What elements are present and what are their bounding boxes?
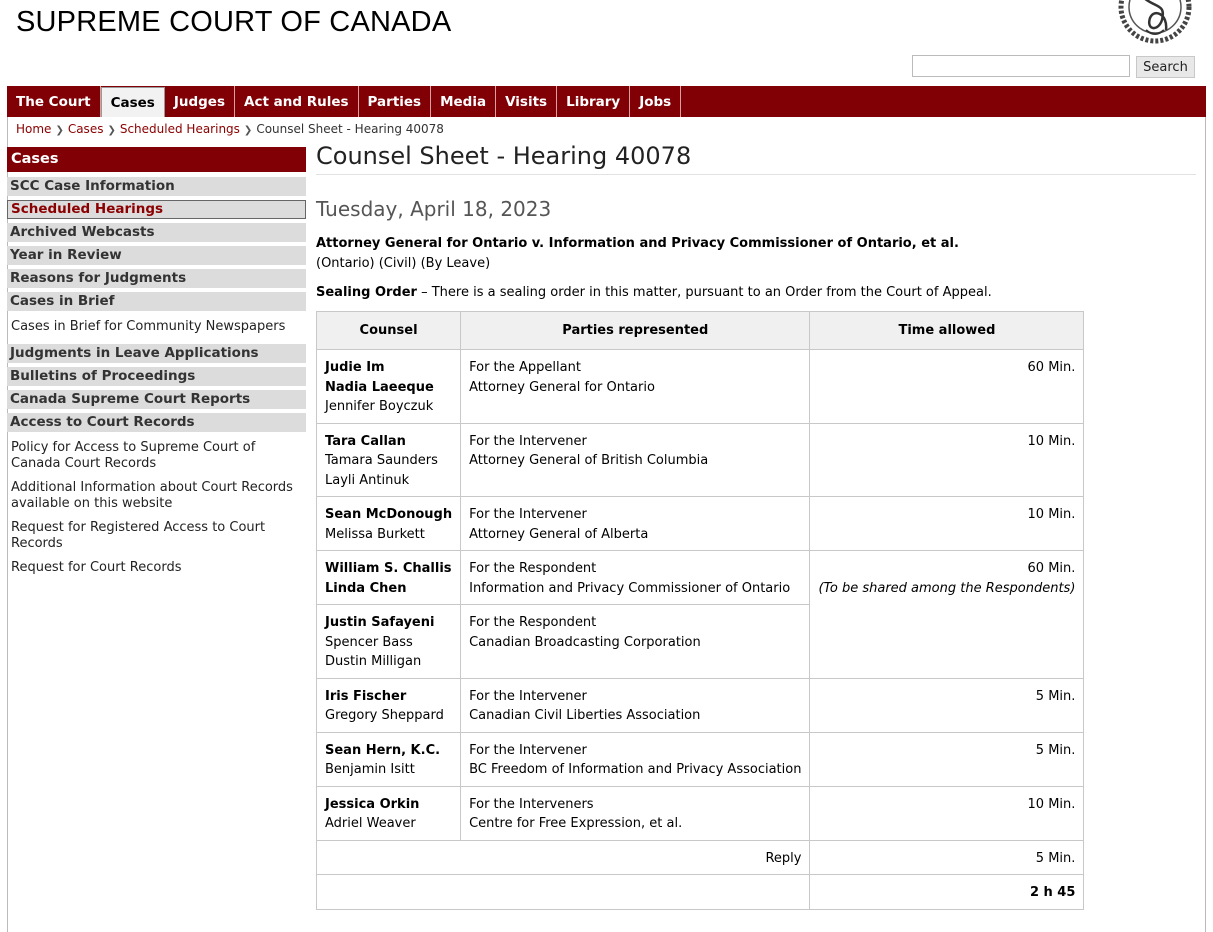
parties-cell [461,497,810,551]
table-header-row [317,312,1084,350]
party-name: Attorney General for Ontario [469,379,655,395]
sealing-order-notice [316,285,992,300]
reply-row [317,840,1084,875]
time-allowed: 5 Min. [1035,688,1076,704]
case-name: Attorney General for Ontario v. Information and Privacy Commissioner of Ontario, et al. [316,236,959,251]
counsel-name: Benjamin Isitt [325,762,415,777]
table-row [317,786,1084,840]
sidebar-link-policy-access[interactable]: Policy for Access to Supreme Court of Canada Court Records [11,440,256,471]
reply-label: Reply [317,840,810,875]
title-divider [316,174,1196,175]
time-cell [810,732,1084,786]
nav-tab-jobs[interactable]: Jobs [630,86,681,117]
table-row [317,732,1084,786]
counsel-name: Melissa Burkett [325,526,425,542]
counsel-cell [317,732,461,786]
sidebar-item-judgments-in-leave-applications[interactable]: Judgments in Leave Applications [7,344,306,363]
counsel-name: Spencer Bass [325,634,413,650]
time-note: (To be shared among the Respondents) [818,580,1076,596]
reply-time: 5 Min. [810,840,1084,875]
search-button[interactable]: Search [1136,56,1195,78]
party-name: Centre for Free Expression, et al. [469,816,683,831]
breadcrumb-current: Counsel Sheet - Hearing 40078 [256,122,444,136]
sidebar-link-request-court-records[interactable]: Request for Court Records [11,560,182,575]
party-name: Attorney General of British Columbia [469,453,709,468]
parties-cell [461,732,810,786]
total-row [317,875,1084,910]
table-row [317,551,1084,605]
sidebar-header: Cases [7,147,306,172]
party-name: Information and Privacy Commissioner of Ontario [469,580,791,596]
counsel-cell [317,551,461,605]
sealing-order-text: – There is a sealing order in this matter, pursuant to an Order from the Court of Appeal. [416,285,992,300]
sidebar [7,147,306,576]
sidebar-item-year-in-review[interactable]: Year in Review [7,246,306,265]
counsel-name: Jennifer Boyczuk [325,399,434,414]
sidebar-item-access-to-court-records[interactable]: Access to Court Records [7,413,306,432]
counsel-name: Sean Hern, K.C. [325,742,441,758]
table-row [317,350,1084,424]
counsel-name: Linda Chen [325,580,407,596]
nav-tab-parties[interactable]: Parties [359,86,432,117]
time-cell [810,350,1084,424]
time-cell [810,678,1084,732]
party-role: For the Intervener [469,742,587,758]
hearing-date: Tuesday, April 18, 2023 [316,197,552,221]
party-role: For the Respondent [469,561,597,576]
sidebar-item-scc-case-information[interactable]: SCC Case Information [7,177,306,196]
sidebar-link-community-newspapers[interactable]: Cases in Brief for Community Newspapers [11,319,286,334]
party-role: For the Interveners [469,796,594,812]
site-title: SUPREME COURT OF CANADA [16,6,452,38]
counsel-cell [317,497,461,551]
page-title: Counsel Sheet - Hearing 40078 [316,142,692,170]
nav-tab-visits[interactable]: Visits [496,86,557,117]
counsel-name: Gregory Sheppard [325,708,444,723]
case-meta: (Ontario) (Civil) (By Leave) [316,256,491,271]
counsel-name: Justin Safayeni [325,615,435,630]
counsel-name: Adriel Weaver [325,816,416,831]
breadcrumb-cases[interactable]: Cases [67,122,104,136]
party-name: Canadian Civil Liberties Association [469,708,701,723]
breadcrumb-separator-icon: ❯ [55,125,64,136]
party-name: Canadian Broadcasting Corporation [469,634,701,650]
counsel-cell [317,786,461,840]
main-nav [7,86,1206,117]
time-cell [810,551,1084,679]
nav-tab-act-and-rules[interactable]: Act and Rules [235,86,359,117]
column-header-counsel: Counsel [317,312,461,350]
parties-cell [461,678,810,732]
parties-cell [461,551,810,605]
time-allowed: 10 Min. [1027,507,1076,522]
nav-tab-library[interactable]: Library [557,86,630,117]
party-role: For the Appellant [469,360,581,375]
counsel-cell [317,605,461,679]
parties-cell [461,605,810,679]
counsel-cell [317,423,461,497]
party-role: For the Intervener [469,433,587,449]
counsel-name: Nadia Laeeque [325,379,434,395]
party-name: BC Freedom of Information and Privacy Association [469,762,802,777]
time-cell [810,497,1084,551]
counsel-name: Tara Callan [325,433,406,449]
time-cell [810,423,1084,497]
scc-emblem-icon[interactable] [1116,0,1194,46]
party-role: For the Intervener [469,507,587,522]
counsel-name: Judie Im [325,360,385,375]
breadcrumb-separator-icon: ❯ [107,125,116,136]
column-header-parties: Parties represented [461,312,810,350]
counsel-cell [317,678,461,732]
counsel-name: Sean McDonough [325,507,453,522]
search-input[interactable] [912,55,1130,77]
table-row [317,423,1084,497]
time-allowed: 10 Min. [1027,796,1076,812]
total-label-cell [317,875,810,910]
table-row [317,497,1084,551]
counsel-name: William S. Challis [325,561,452,576]
time-allowed: 10 Min. [1027,433,1076,449]
column-header-time: Time allowed [810,312,1084,350]
breadcrumb-separator-icon: ❯ [243,125,253,136]
sidebar-item-cases-in-brief[interactable]: Cases in Brief [7,292,306,311]
counsel-name: Iris Fischer [325,688,407,704]
total-time: 2 h 45 [810,875,1084,910]
sidebar-item-bulletins-of-proceedings[interactable]: Bulletins of Proceedings [7,367,306,386]
sidebar-item-scheduled-hearings[interactable]: Scheduled Hearings [7,200,306,219]
counsel-cell [317,350,461,424]
nav-tab-media[interactable]: Media [431,86,496,117]
sidebar-item-archived-webcasts[interactable]: Archived Webcasts [7,223,306,242]
counsel-name: Jessica Orkin [325,796,420,812]
sealing-order-label: Sealing Order [316,285,417,300]
nav-tab-cases[interactable]: Cases [101,87,165,117]
nav-tab-the-court[interactable]: The Court [7,86,101,117]
table-row [317,678,1084,732]
time-allowed: 5 Min. [1035,742,1076,758]
breadcrumb-home[interactable]: Home [16,122,52,136]
time-cell [810,786,1084,840]
time-allowed: 60 Min. [1027,360,1076,375]
breadcrumb [16,122,444,136]
sidebar-link-additional-information[interactable]: Additional Information about Court Records available on this website [11,480,293,511]
party-name: Attorney General of Alberta [469,526,649,542]
parties-cell [461,423,810,497]
counsel-name: Layli Antinuk [325,472,410,488]
counsel-table [316,311,1084,910]
sidebar-item-reasons-for-judgments[interactable]: Reasons for Judgments [7,269,306,288]
parties-cell [461,786,810,840]
time-allowed: 60 Min. [1027,561,1076,576]
breadcrumb-scheduled-hearings[interactable]: Scheduled Hearings [119,122,240,136]
party-role: For the Intervener [469,688,587,704]
parties-cell [461,350,810,424]
nav-tab-judges[interactable]: Judges [165,86,235,117]
party-role: For the Respondent [469,615,597,630]
counsel-name: Dustin Milligan [325,654,422,669]
sidebar-link-registered-access[interactable]: Request for Registered Access to Court Records [11,520,266,551]
sidebar-item-canada-supreme-court-reports[interactable]: Canada Supreme Court Reports [7,390,306,409]
counsel-name: Tamara Saunders [325,453,438,468]
